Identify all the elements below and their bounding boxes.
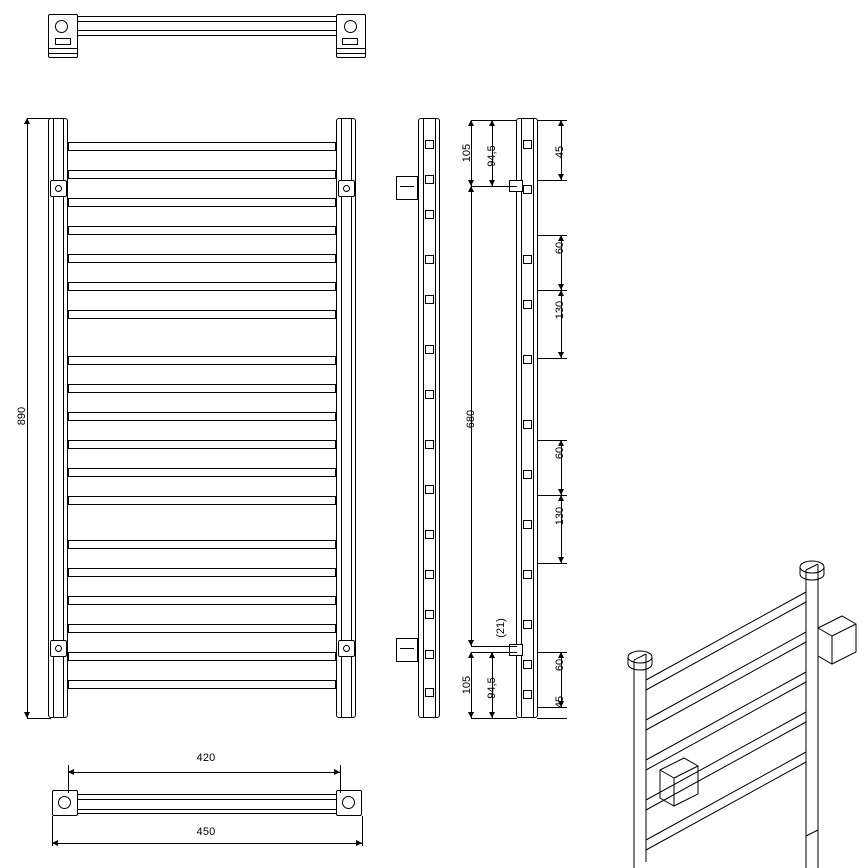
dim-945b-label: 94,5 xyxy=(486,677,498,699)
rear-node-3 xyxy=(523,255,532,264)
top-view-left-line xyxy=(48,48,78,49)
top-view-tube-mid2 xyxy=(78,30,336,31)
front-bar-14 xyxy=(68,540,336,549)
top-view-tube-bottom xyxy=(78,35,336,36)
side-valve-top-line xyxy=(400,186,414,187)
front-bar-5 xyxy=(68,254,336,263)
dim-945a-arrow-top xyxy=(489,120,495,126)
front-bar-13 xyxy=(68,496,336,505)
dim-420-label: 420 xyxy=(196,752,216,764)
side-node-8 xyxy=(425,440,434,449)
rear-node-1 xyxy=(523,140,532,149)
front-bar-1 xyxy=(68,142,336,151)
dim-945b-arrow-bottom xyxy=(489,712,495,718)
front-left-bracket-bottom-dot xyxy=(55,645,62,652)
dim-105a-ext-bottom xyxy=(471,186,517,187)
side-valve-bottom-line xyxy=(400,648,414,649)
rear-node-9 xyxy=(523,570,532,579)
side-valve-top xyxy=(396,176,418,200)
top-view-right-slot xyxy=(342,38,358,45)
bottom-tube-top xyxy=(78,794,336,795)
front-right-rail-inner2 xyxy=(351,118,352,718)
side-node-7 xyxy=(425,390,434,399)
front-bar-19 xyxy=(68,680,336,689)
dim-130a-label: 130 xyxy=(554,300,566,320)
side-node-6 xyxy=(425,345,434,354)
side-rail xyxy=(418,118,440,718)
dim-45a-ext-bottom xyxy=(537,180,567,181)
rear-node-12 xyxy=(523,690,532,699)
front-bar-6 xyxy=(68,282,336,291)
rear-node-4 xyxy=(523,300,532,309)
top-view-left-line2 xyxy=(48,53,78,54)
side-node-9 xyxy=(425,485,434,494)
dim-420-ext-left xyxy=(68,765,69,793)
front-bar-9 xyxy=(68,384,336,393)
front-left-rail-inner2 xyxy=(63,118,64,718)
side-node-13 xyxy=(425,650,434,659)
dim-680-arrow-top xyxy=(468,186,474,192)
dim-945b-arrow-top xyxy=(489,652,495,658)
front-left-rail-inner xyxy=(53,118,54,718)
bottom-tube-bottom xyxy=(78,813,336,814)
rear-node-5 xyxy=(523,355,532,364)
side-node-12 xyxy=(425,610,434,619)
dim-60a-label: 60 xyxy=(554,241,566,255)
rear-node-6 xyxy=(523,420,532,429)
front-bar-17 xyxy=(68,624,336,633)
front-bar-18 xyxy=(68,652,336,661)
bottom-left-circle xyxy=(58,796,71,809)
front-bar-15 xyxy=(68,568,336,577)
front-bar-4 xyxy=(68,226,336,235)
dim-680-label: 680 xyxy=(465,409,477,429)
dim-45b-label: 45 xyxy=(554,695,566,709)
top-view-right-line xyxy=(336,48,366,49)
side-node-10 xyxy=(425,530,434,539)
front-left-bracket-top-dot xyxy=(55,185,62,192)
rear-rail-inner-r xyxy=(533,118,534,718)
dim-130a-ext-bottom xyxy=(537,358,567,359)
bottom-tube-mid xyxy=(78,799,336,800)
dim-420-ext-right xyxy=(340,765,341,793)
dim-45a-label: 45 xyxy=(554,145,566,159)
isometric-svg xyxy=(600,540,868,868)
dim-21-label: (21) xyxy=(495,618,507,638)
side-node-5 xyxy=(425,295,434,304)
front-bar-11 xyxy=(68,440,336,449)
isometric-view xyxy=(600,540,868,868)
dim-45a-ext-top xyxy=(537,120,567,121)
side-node-1 xyxy=(425,140,434,149)
top-view-tube-mid xyxy=(78,21,336,22)
dim-105a-label: 105 xyxy=(461,143,473,163)
front-bar-16 xyxy=(68,596,336,605)
bottom-right-circle xyxy=(342,796,355,809)
front-bar-10 xyxy=(68,412,336,421)
dim-60c-label: 60 xyxy=(554,658,566,672)
dim-450-ext-right xyxy=(362,816,363,846)
dim-105b-label: 105 xyxy=(461,675,473,695)
top-view-left-circle xyxy=(55,20,68,33)
front-bar-3 xyxy=(68,198,336,207)
front-right-rail-inner xyxy=(341,118,342,718)
side-valve-bottom xyxy=(396,638,418,662)
dim-450-ext-left xyxy=(52,816,53,846)
top-view-tube-top xyxy=(78,16,336,17)
side-node-3 xyxy=(425,210,434,219)
dim-680-ext-bottom xyxy=(471,646,517,647)
rear-node-2 xyxy=(523,185,532,194)
top-view-right-line2 xyxy=(336,53,366,54)
top-view-right-circle xyxy=(344,20,357,33)
dim-890-ext-top xyxy=(27,118,51,119)
side-node-4 xyxy=(425,255,434,264)
side-node-11 xyxy=(425,570,434,579)
rear-rail-inner-l xyxy=(521,118,522,718)
dim-945a-label: 94,5 xyxy=(486,145,498,167)
dim-105b-ext-bottom xyxy=(471,718,517,719)
side-node-14 xyxy=(425,688,434,697)
dim-945a-arrow-bottom xyxy=(489,180,495,186)
front-bar-7 xyxy=(68,310,336,319)
front-bar-8 xyxy=(68,356,336,365)
rear-node-7 xyxy=(523,470,532,479)
front-bar-2 xyxy=(68,170,336,179)
front-right-bracket-bottom-dot xyxy=(343,645,350,652)
front-right-rail xyxy=(336,118,356,718)
dim-890-ext-bottom xyxy=(27,718,51,719)
front-left-rail xyxy=(48,118,68,718)
dim-450-label: 450 xyxy=(196,826,216,838)
front-right-bracket-top-dot xyxy=(343,185,350,192)
side-rail-inner-r xyxy=(435,118,436,718)
bottom-tube-mid2 xyxy=(78,809,336,810)
dim-450-line xyxy=(52,843,362,844)
rear-node-10 xyxy=(523,620,532,629)
dim-130b-ext-bottom xyxy=(537,563,567,564)
dim-60b-label: 60 xyxy=(554,446,566,460)
dim-420-line xyxy=(68,772,340,773)
dim-130b-label: 130 xyxy=(554,506,566,526)
top-view-left-slot xyxy=(55,38,71,45)
side-rail-inner-l xyxy=(423,118,424,718)
front-bar-12 xyxy=(68,468,336,477)
rear-node-11 xyxy=(523,660,532,669)
rear-node-8 xyxy=(523,520,532,529)
side-node-2 xyxy=(425,175,434,184)
dim-890-label: 890 xyxy=(16,406,28,426)
